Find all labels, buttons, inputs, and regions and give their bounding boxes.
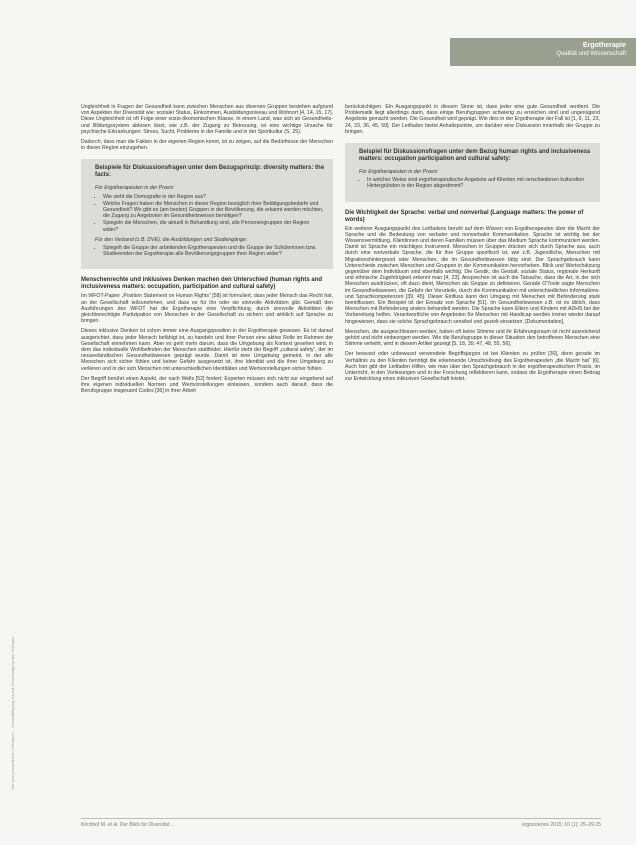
paragraph: Der bewusst oder unbewusst verwendete Begriffsjargon ist bei Klienten zu prüfen [30], denn gerade im Verhältnis zu den Klienten benötigt die erkennende Umschreibung des Ergotherapeuten „die Macht hat“ [6]. Auch hier gibt der Leitfaden Hilfen, wie man über den Sprachgebrauch in der ergotherapeutischen Praxis, im Unterricht, in den Vorlesungen und in der Forschung reflektieren kann, sodass die Ergotherapie einen Beitrag zur Entwicklung eines inklusiven Gesellschaft leistet. <box>345 351 600 383</box>
paragraph: berücksichtigen. Ein Ausgangspunkt in diesem Sinne ist, dass jeder eine gute Gesundheit verdient. Die Problematik liegt allerdings darin, dass einige Berufsgruppen schwierig zu erreichen sind und ungenügend Angebote gemacht werden. Die Gesundheit wird geprägt. Wie dies in der Ergotherapie der Fall ist [1, 9, 11, 23, 24, 33, 36, 45, 50]. Der Leitfaden bietet Anhaltspunkte, um darüber eine Diskussion innerhalb der Gruppe zu bringen. <box>345 104 600 135</box>
page-footer <box>81 818 601 829</box>
section-tab <box>450 38 636 66</box>
list-item: • Welche Fragen haben die Menschen in dieser Region bezüglich ihrer Betätigungsbedarfe und Gesundheit? Wo gibt es (am besten) Gruppen in der Bevölkerung, die erkannt werden möchten, die Zugang zu Angeboten im Gesundheitswesen benötigen? <box>103 201 325 220</box>
footer-journal: ergoscience 2015; 10 (1): 25–29 25 <box>522 822 601 828</box>
right-column <box>345 104 600 387</box>
box-title: Beispiel für Diskussionsfragen unter dem Bezug human rights and inclusiveness matters: occupation participation and cultural safety: <box>359 149 591 163</box>
paragraph: Dieses inklusive Denken ist schon immer eine Ausgangsposition in der Ergotherapie gewesen. Es ist darauf ausgerichtet, dass jeder Mensch befähigt ist, zu handeln und ihrer Person eine aktive Rolle im Rahmen der Gesellschaft einnehmen kann. Aber es geht mehr darum, dass die Umgebung als Kontext gesehen wird, in dem das individuelle Wohlbefinden der Menschen stattfindet. Hierfür steht der Begriff „cultural safety“, der im neuseeländischen Gesundheitswesen geprägt wurde. Damit ist eine Umgebung gemeint, in der alle Menschen sich sicher fühlen und keiner Gefahr ausgesetzt ist, ihre Identität und die ihrer Umgebung zu verlieren und in der sich Menschen mit unterschiedlichen Identitäten und Wertvorstellungen sicher fühlen. <box>81 328 333 372</box>
list-item: • In welcher Weise sind ergotherapeutische Angebote auf Klienten mit verschiedenen kulturellen Hintergründen in der Region abgestimmt? <box>367 177 592 189</box>
discussion-box-diversity <box>81 159 333 269</box>
section-heading: Menschenrechte und inklusives Denken machen den Unterschied (human rights and inclusiveness matters: occupation, participation and cultural safety) <box>81 277 323 291</box>
paragraph: Im WFOT-Papier „Position Statement on Human Rights“ [58] ist formuliert, dass jeder Mensch das Recht hat, an der Gesellschaft teilzunehmen, und dass es für ihn oder sie sinnvolle Aktivitäten gibt. Gemäß den Ausführungen des WFOT hat die Ergotherapie eine Verpflichtung, durch sinnvolle Aktivitäten die gleichberechtigte Partizipation von Menschen in der Gesellschaft zu sichern und wirklich auf Sprache zu bringen. <box>81 293 333 325</box>
paragraph: Menschen, die ausgeschlossen werden, haben oft keine Stimme und ihr Erfahrungsraum ist nicht ausreichend gehört und nicht einbezogen werden. Wie die Berufsgruppe in dieser Situation den betroffenen Menschen eine Stimme verleiht, wird in diesem Artikel gezeigt [5, 18, 39, 47, 48, 55, 56]. <box>345 328 600 348</box>
question-list <box>95 245 325 257</box>
side-note: Nur zum persönlichen Gebrauch – Vervielfältigung nur mit Genehmigung des Verlages <box>10 637 15 790</box>
footer-citation: Kirchhof M. et al. Der Blick für Diversität ... <box>81 822 175 828</box>
list-item: • Spiegeln die Menschen, die aktuell in Behandlung sind, alle Personengruppen der Region wider? <box>103 220 325 232</box>
list-item: • Spiegelt die Gruppe der arbeitenden Ergotherapeuten und die Gruppe der Schülerinnen bzw. Studierenden der Ergotherapie alle Bevölkerungsgruppen ihrer Region wider? <box>103 245 325 257</box>
section-title: Ergotherapie <box>582 42 626 49</box>
box-subtitle: Für den Verband (z.B. DVE), die Ausbildungen und Studiengänge: <box>95 236 248 243</box>
left-column <box>81 104 333 399</box>
section-subtitle: Qualität und Wissenschaft <box>556 51 626 57</box>
paragraph: Ein weiterer Ausgangspunkt des Leitfadens beruht auf dem Wissen von Ergotherapeuten über die Macht der Sprache und die Bedeutung von verbaler und nonverbaler Kommunikation. Sprache ist wichtig bei der Wissensvermittlung. Klientinnen und deren Familien müssen über das Medium Sprache kommuniziert werden. Damit ist Sprache ein mächtiges Instrument. Menschen in Gruppen drücken sich durch Sprache aus, auch durch eine nonverbale Sprache, die für ihre Gruppe spezifisch ist, wie z.B. Jugendliche, Menschen mit Migrationshintergrund oder Menschen, die im Gesundheitswesen tätig sind. Der Sprachgebrauch kann Unterschiede zwischen Menschen und Gruppen in der Kommunikation hervorheben. Blick und Wertschätzung gegenüber dem Individuum sind ebenfalls wichtig. Die Gestik, die Gestalt, soziale Status, regionale Herkunft und ethnische Zugehörigkeit erkennt man [4, 23]. Ansprechen ist auch die Tatsache, dass die Art, in der sich Menschen ausdrücken, oft dazu dient, Menschen als Gruppe zu definieren. Gerade O'Toole sagte Menschen im Gesundheitswesen, die Gefahr der Vorurteile, durch die Kommunikation mit unterschiedlichen Informations- und Sprachkompetenzen [39, 45]. Dieser Einfluss kann den Umgang mit Menschen mit Behinderung stark beeinflussen. Ein Beispiel ist der Einsatz von Sprache [51]. Im Gesundheitswesen z.B. ist es üblich, dass Menschen mit Behinderung anders behandelt werden. Die Sprache kann Eltern und Kindern mit ADHS bei der Vorbereitung helfen. Verantwortliche von Angeboten für Menschen mit Handicap werden immer wieder darauf hingewiesen, dass sie solche Sprachgebrauch sensibel und gezielt einsetzen. [Dokumentation]. <box>345 225 600 325</box>
question-list <box>95 194 325 233</box>
question-list <box>359 177 592 189</box>
section-heading: Die Wichtigkeit der Sprache: verbal und nonverbal (Language matters: the power of words) <box>345 209 584 223</box>
box-title: Beispiele für Diskussionsfragen unter dem Bezugsprinzip: diversity matters: the facts: <box>95 165 325 179</box>
box-subtitle: Für Ergotherapeuten in der Praxis: <box>359 169 439 176</box>
paragraph: Dadurch, dass man die Fakten in der eigenen Region kennt, ist zu zeigen, auf die Bedürfnisse der Menschen in dieser Region einzugehen. <box>81 139 333 152</box>
paragraph: Der Begriff berührt einen Aspekt, der nach Wells [52] fordert: Experten müssen sich nicht nur eingehend auf ihre eigenen individuellen Normen und Wertvorstellungen einlassen, sondern auch darauf, dass die Berufsgruppe insgesamt Codes [36] in ihrer Arbeit <box>81 375 333 395</box>
paragraph: Ungleichheit in Fragen der Gesundheit kann zwischen Menschen aus diversen Gruppen bestehen aufgrund von Aspekten der Diversität wie: sozialer Status, Einkommen, Ausbildungsniveau und Wohnort [4, 14, 15, 17]. Diese Ungleichheit ist oft Folge einer sozio-ökonomischen Klasse. In einem Land, was sich an Gesundheits- und Bildungssystem ablesen lässt, wie z.B. der Zugang zu Betreuung, ist eine wichtige Ursache für psychische Erkrankungen: Stress, Sucht, Probleme in der Familie und in der Sportkultur (S. 25). <box>81 104 333 135</box>
discussion-box-human-rights <box>345 143 600 202</box>
box-subtitle: Für Ergotherapeuten in der Praxis: <box>95 185 175 192</box>
list-item: • Wie sieht die Demografie in der Region aus? <box>103 194 325 200</box>
